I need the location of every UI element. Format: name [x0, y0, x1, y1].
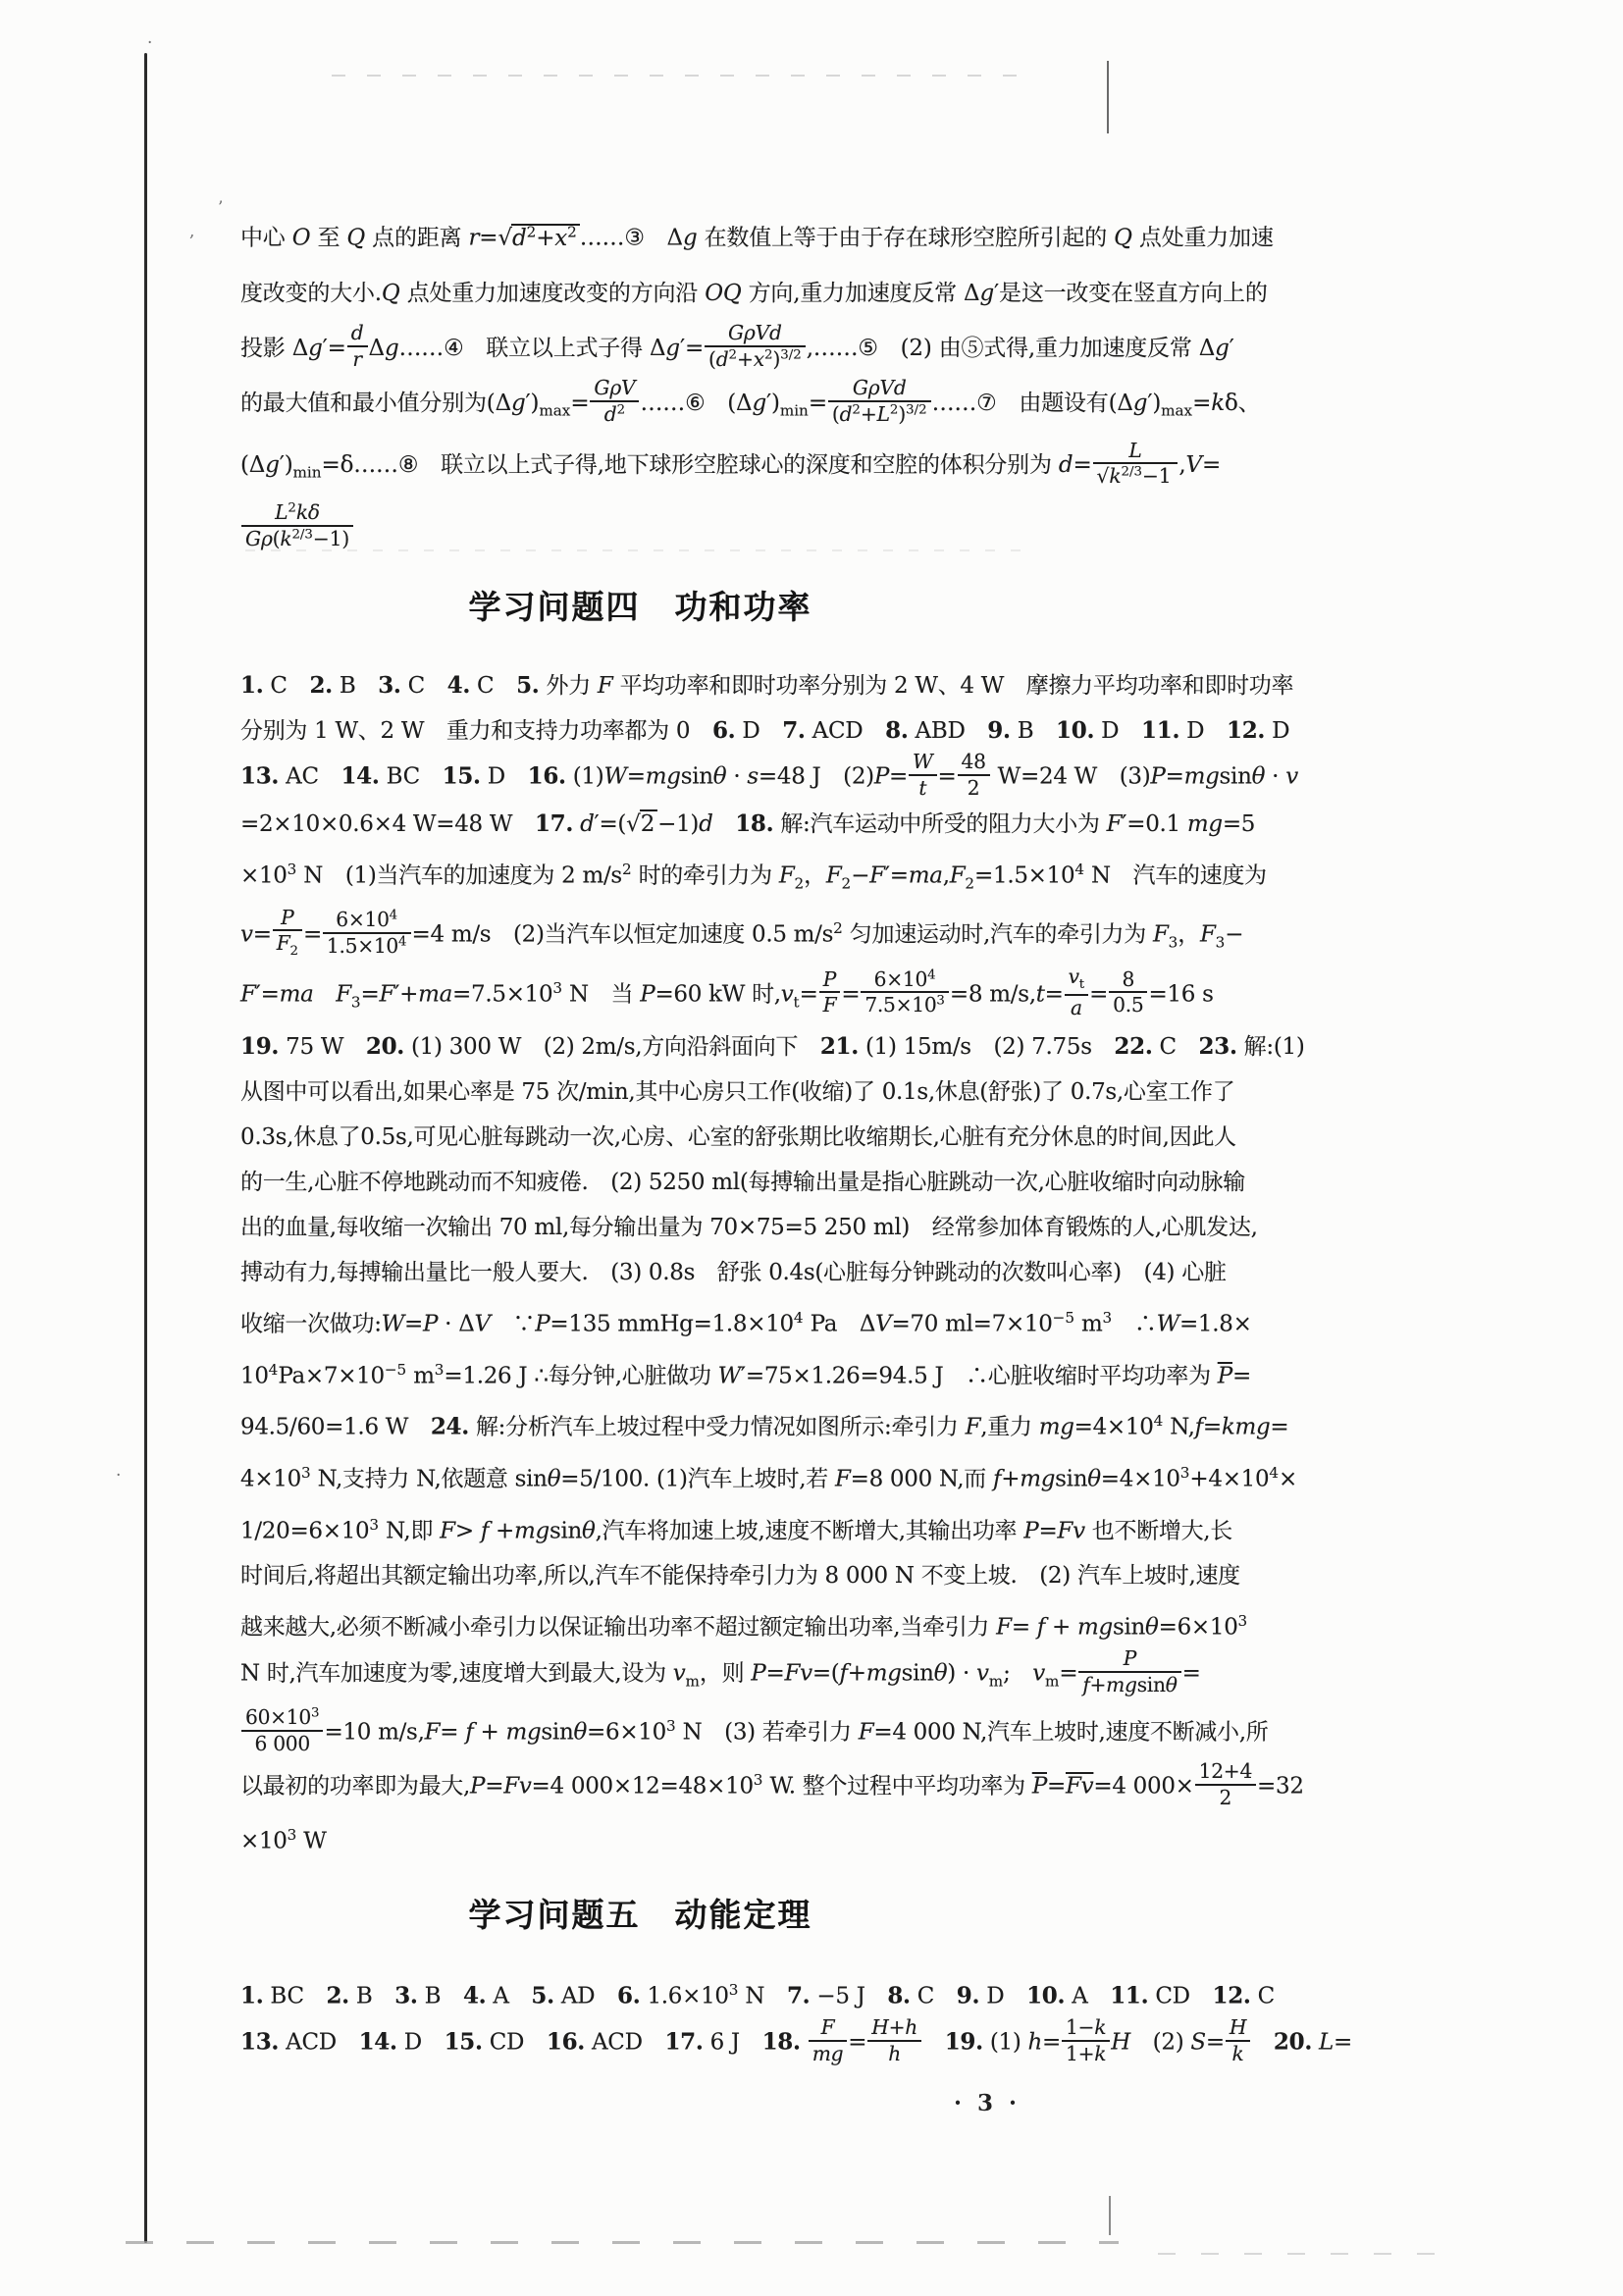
scan-speck: ’ — [218, 198, 224, 218]
text-line: 搏动有力,每搏输出量比一般人要大. (3) 0.8s 舒张 0.4s(心脏每分钟跳动的次数叫心率) (4) 心脏 — [240, 1259, 1227, 1285]
text-line: 1. BC 2. B 3. B 4. A 5. AD 6. $1.6\times 10^3$ N 7. −5 J 8. C 9. D 10. A 11. CD 12. C — [240, 1981, 1275, 2010]
text-line: 出的血量,每收缩一次输出 70 ml,每分输出量为 70×75=5 250 ml) 经常参加体育锻炼的人,心肌发达, — [240, 1214, 1258, 1240]
text-line: 13. AC 14. BC 15. D 16. (1)W=mgsinθ · s=48 J (2)P= $\frac{W}{t}$ = $\frac{48}{2}$ W=24 W (3)P=mgsinθ · v — [240, 749, 1298, 800]
text-line: 度改变的大小.Q 点处重力加速度改变的方向沿 OQ 方向,重力加速度反常 Δg′是这一改变在竖直方向上的 — [240, 280, 1268, 306]
text-line: $\frac{60\times 10^3}{6 000}$ =10 $m/s,F= f + mgsin\theta=6\times 10^3$ N (3) 若牵引力 F=4 000 N,汽车上坡时,速度不断减小,所 — [240, 1703, 1040, 1757]
text-line: 13. ACD 14. D 15. CD 16. ACD 17. 6 J 18. $\frac{F}{mg}$ = $\frac{H+h}{h}$ 19. (1) h= $\frac{1-k}{1+k}$ H (2) S= $\frac{H}{k}$ 20. L= — [240, 2015, 1353, 2065]
scan-right-edge-mark-bottom — [1109, 2196, 1111, 2235]
page-number: · 3 · — [954, 2090, 1021, 2116]
text-line: $10^4Pa\times 7\times 10^{-5}$ $m^3=1.26$ J ∴每分钟,心脏做功 W′=75×1.26=94.5 J ∴心脏收缩时平均功率为 $\overline{P}=$ — [240, 1360, 1251, 1389]
text-line: $\frac{L^2k\delta}{G\rho(k^{2/3}-1)}$ — [240, 500, 1040, 555]
scan-bottom-edge-artifact-2 — [1158, 2253, 1452, 2255]
scan-speck: · — [147, 33, 153, 53]
text-line: $\times 10^3$ N (1)当汽车的加速度为 2 $m/s^2$ 时的牵引力为 $F_2$，$F_2-F'=ma,F_2=1.5\times 10^4$ N 汽车的速度为 — [240, 861, 1267, 893]
text-line: 1. C 2. B 3. C 4. C 5. 外力 F 平均功率和即时功率分别为 2 W、4 W 摩擦力平均功率和即时功率 — [240, 671, 1294, 699]
text-line: F′=ma $F_3=F'+ma=7.5\times 10^3$ N 当 P=60 kW 时$,v_t=$ $\frac{P}{F}$ = $\frac{6\times 10^4}{7.5\times 10^3}$ =8 m/s,t= $\frac{v_t}{a}$ = $\frac{8}{0.5}$ =16 s — [240, 964, 1214, 1019]
section4-title: 学习问题四 功和功率 — [468, 587, 812, 626]
scan-right-edge-mark-top — [1107, 61, 1109, 133]
section5-title: 学习问题五 动能定理 — [468, 1896, 812, 1935]
intro-paragraph — [240, 204, 1274, 555]
text-line: v= $\frac{P}{F_2}$ = $\frac{6\times 10^4}{1.5\times 10^4}$ =4 m/s (2)当汽车以恒定加速度 0.5 $m/s^2$ 匀加速运动时,汽车的牵引力为 $F_3$，$F_3-$ — [240, 905, 1244, 960]
text-line: 0.3s,休息了0.5s,可见心脏每跳动一次,心房、心室的舒张期比收缩期长,心脏有充分休息的时间,因此人 — [240, 1123, 1236, 1150]
text-line: 中心 O 至 Q 点的距离 $r=√d^2+x^2$ ……③ Δg 在数值上等于由于存在球形空腔所引起的 Q 点处重力加速 — [240, 223, 1274, 251]
text-line: 的最大值和最小值分别为$(\Delta g')_{max}=$ $\frac{\text{GρV}}{d^2}$ ……⑥ $(\Delta g')_{min}=$ $\frac{\text{GρVd}}{(d^2+L^2)^{3/2}}$ ……⑦ 由题设有$(\Delta g')_{max}=k\delta$、 — [240, 376, 1261, 426]
text-line: =2×10×0.6×4 W=48 W 17. d′=(√2 −1)d 18. 解:汽车运动中所受的阻力大小为 F′=0.1 mg=5 — [240, 810, 1256, 838]
text-line: 时间后,将超出其额定输出功率,所以,汽车不能保持牵引力为 8 000 N 不变上坡. (2) 汽车上坡时,速度 — [240, 1563, 1240, 1590]
text-line: 越来越大,必须不断减小牵引力以保证输出功率不超过额定输出功率,当牵引力 $F= f + mgsin\theta=6\times 10^3$ — [240, 1612, 1248, 1641]
scan-speck: · — [116, 1466, 122, 1486]
text-line: $\times 10^3$ W — [240, 1825, 327, 1854]
text-line: 分别为 1 W、2 W 重力和支持力功率都为 0 6. D 7. ACD 8. ABD 9. B 10. D 11. D 12. D — [240, 716, 1290, 744]
text-line: 以最初的功率即为最大,P=Fv=4 $000\times 12=48\times 10^3$ W. 整个过程中平均功率为 $\overline{P}=\overline{Fv}=4$ 000× $\frac{12+4}{2}$ =32 — [240, 1759, 1304, 1810]
section4-answers — [240, 663, 1305, 1864]
text-line: 收缩一次做功:W=P · ΔV ∵P=135 $mmHg=1.8\times 10^4$ Pa ΔV=70 $ml=7\times 10^{-5}$ $m^3$ ∴W=1.8× — [240, 1308, 1252, 1337]
text-line: 94.5/60=1.6 W 24. 解:分析汽车上坡过程中受力情况如图所示:牵引力 F,重力 $mg=4\times 10^4$ N,f=kmg= — [240, 1412, 1289, 1440]
text-line: $4\times 10^3$ N,支持力 N,依题意 sinθ=5/100. (1)汽车上坡时,若 F=8 000 N,而 $f+mgsin\theta=4\times 10^3+4\times 10^4\times$ — [240, 1463, 1297, 1492]
text-line: 投影 Δg′= $\frac{d}{r}$ Δg……④ 联立以上式子得 Δg′= $\frac{\text{GρVd}}{(d^2+x^2)^{3/2}}$ ,……⑤ (2) 由⑤式得,重力加速度反常 Δg′ — [240, 321, 1234, 371]
scan-bottom-edge-artifact — [126, 2241, 1119, 2244]
scan-speck: , — [189, 222, 195, 241]
text-line: 从图中可以看出,如果心率是 75 次/min,其中心房只工作(收缩)了 0.1s,休息(舒张)了 0.7s,心室工作了 — [240, 1078, 1235, 1105]
text-line: 的一生,心脏不停地跳动而不知疲倦. (2) 5250 ml(每搏输出量是指心脏跳动一次,心脏收缩时向动脉输 — [240, 1169, 1245, 1195]
scan-binding-line — [144, 53, 147, 2243]
scan-top-edge-artifact — [332, 75, 1032, 77]
text-line: $(\Delta g')_{min}=\delta\dots\dots ⑧$ 联立以上式子得,地下球形空腔球心的深度和空腔的体积分别为 d= $\frac{L}{√k^{2/3}-1}$ ,V= — [240, 438, 1222, 489]
section5-answers — [240, 1967, 1353, 2067]
text-line: N 时,汽车加速度为零,速度增大到最大,设为 $v_m$，则 $P=Fv=(f+mgsin\theta) \cdot v_m$; $v_m=$ $\frac{P}{f+mgsin\theta}$ = — [240, 1645, 1201, 1696]
text-line: 19. 75 W 20. (1) 300 W (2) 2m/s,方向沿斜面向下 21. (1) 15m/s (2) 7.75s 22. C 23. 解:(1) — [240, 1032, 1305, 1060]
text-line: $1/20=6\times 10^3$ N,即 F> f +mgsinθ,汽车将加速上坡,速度不断增大,其输出功率 P=Fv 也不断增大,长 — [240, 1515, 1233, 1544]
page-content — [240, 204, 1353, 2067]
